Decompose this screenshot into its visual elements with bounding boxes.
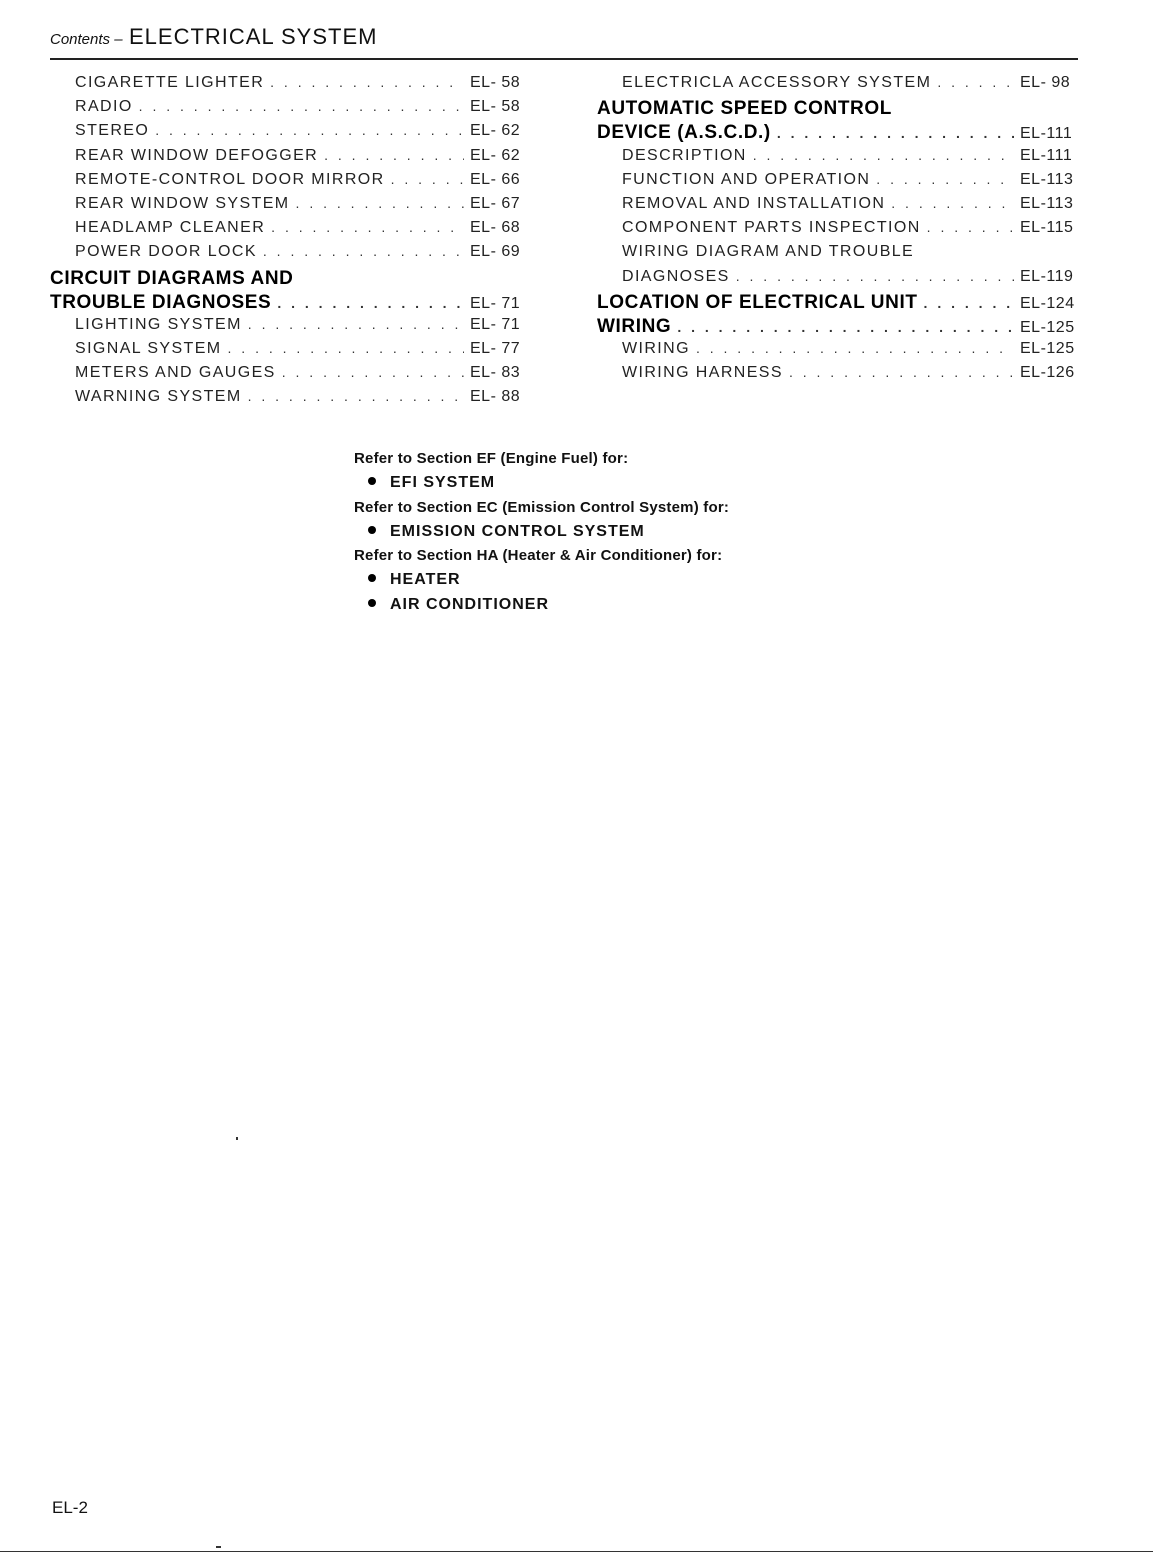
dot-leader (753, 147, 1014, 163)
toc-entry-page: EL- 71 (470, 315, 521, 333)
toc-entry-page: EL- 71 (470, 294, 521, 312)
toc-entry (597, 219, 1078, 243)
toc-entry (597, 292, 1078, 316)
dot-leader (155, 122, 464, 138)
toc-entry-page: EL- 58 (470, 98, 521, 116)
reference-item (354, 596, 729, 620)
toc-entry (597, 122, 1078, 146)
toc-entry (597, 364, 1078, 388)
bullet-icon (368, 574, 376, 582)
dot-leader (789, 364, 1014, 380)
dot-leader (271, 219, 464, 235)
toc-entry-label: REAR WINDOW SYSTEM (75, 194, 290, 212)
dot-leader (296, 195, 464, 211)
dot-leader (391, 171, 464, 187)
dot-leader (282, 364, 464, 380)
toc-entry (50, 219, 528, 243)
dot-leader (248, 316, 464, 332)
toc-entry-page: EL-113 (1020, 194, 1074, 212)
toc-entry-page: EL- 88 (470, 388, 521, 406)
toc-entry (50, 171, 528, 195)
toc-entry-page: EL-124 (1020, 294, 1075, 312)
toc-entry-label: WIRING (597, 315, 672, 337)
toc-entry-page: EL- 69 (470, 243, 521, 261)
toc-entry (597, 243, 1078, 267)
dot-leader (924, 295, 1014, 311)
toc-entry (597, 195, 1078, 219)
reference-line: Refer to Section HA (Heater & Air Conditioner) for: (354, 547, 723, 565)
toc-entry-label: DEVICE (A.S.C.D.) (597, 122, 771, 144)
toc-entry (50, 243, 528, 267)
dot-leader (696, 340, 1014, 356)
dot-leader (736, 268, 1014, 284)
dot-leader (277, 295, 464, 311)
toc-entry-page: EL-111 (1020, 146, 1073, 164)
bullet-icon (368, 526, 376, 534)
toc-entry-label: DESCRIPTION (622, 146, 747, 164)
reference-item (354, 523, 729, 547)
toc-entry-page: EL-111 (1020, 125, 1073, 143)
toc-entry (597, 340, 1078, 364)
toc-entry-page: EL- 68 (470, 219, 521, 237)
toc-entry-label: STEREO (75, 122, 150, 140)
dot-leader (248, 388, 464, 404)
page-number: EL-2 (52, 1498, 88, 1517)
toc-entry-label: HEADLAMP CLEANER (75, 219, 266, 237)
toc-left-column (50, 74, 528, 413)
toc-entry (50, 98, 528, 122)
toc-entry-page: EL- 83 (470, 364, 521, 382)
reference-item (354, 571, 729, 595)
reference-item-label: AIR CONDITIONER (390, 595, 549, 613)
reference-line: Refer to Section EC (Emission Control System) for: (354, 498, 730, 516)
dot-leader (677, 319, 1014, 335)
toc-entry-label: AUTOMATIC SPEED CONTROL (597, 98, 892, 120)
dot-leader (263, 243, 464, 259)
toc-entry-label: SIGNAL SYSTEM (75, 340, 222, 358)
toc-entry-page: EL- 77 (470, 340, 521, 358)
scan-speck (236, 1137, 238, 1140)
toc-entry-label: WIRING DIAGRAM AND TROUBLE (622, 243, 915, 261)
reference-item (354, 474, 729, 498)
scan-speck (216, 1546, 221, 1548)
toc-entry-page: EL- 62 (470, 122, 521, 140)
toc-entry (50, 364, 528, 388)
page-header (50, 24, 377, 50)
header-rule (50, 58, 1078, 60)
toc-entry-label: CIRCUIT DIAGRAMS AND (50, 267, 294, 289)
toc-entry (50, 74, 528, 98)
dot-leader (777, 125, 1014, 141)
toc-entry (50, 388, 528, 412)
toc-entry-page: EL- 67 (470, 194, 521, 212)
toc-entry (50, 195, 528, 219)
toc-entry-page: EL-115 (1020, 219, 1074, 237)
toc-entry-page: EL- 98 (1020, 74, 1071, 91)
toc-entry-page: EL-125 (1020, 340, 1075, 358)
toc-entry-label: REMOVAL AND INSTALLATION (622, 194, 886, 212)
toc-entry (597, 147, 1078, 171)
footer-rule (0, 1551, 1153, 1552)
dot-leader (927, 219, 1014, 235)
toc-entry-label: METERS AND GAUGES (75, 364, 276, 382)
toc-entry (597, 171, 1078, 195)
dot-leader (891, 195, 1014, 211)
toc-entry-label: REMOTE-CONTROL DOOR MIRROR (75, 170, 385, 188)
toc-entry-page: EL-113 (1020, 170, 1074, 188)
toc-entry (50, 340, 528, 364)
toc-entry (50, 147, 528, 171)
toc-entry-label: CIGARETTE LIGHTER (75, 74, 265, 91)
toc-entry-label: TROUBLE DIAGNOSES (50, 291, 272, 313)
toc-entry (50, 122, 528, 146)
reference-item-label: HEATER (390, 571, 461, 589)
dot-leader (139, 98, 464, 114)
toc-entry-label: WIRING (622, 340, 690, 358)
dot-leader (228, 340, 464, 356)
toc-entry-label: WARNING SYSTEM (75, 388, 242, 406)
toc-entry (597, 316, 1078, 340)
dot-leader (937, 74, 1014, 90)
dot-leader (270, 74, 464, 90)
dot-leader (324, 147, 464, 163)
bullet-icon (368, 599, 376, 607)
toc-entry-label: WIRING HARNESS (622, 364, 783, 382)
toc-entry-page: EL-126 (1020, 364, 1075, 382)
toc-entry-page: EL- 62 (470, 146, 521, 164)
reference-line: Refer to Section EF (Engine Fuel) for: (354, 450, 629, 467)
toc-entry-label: DIAGNOSES (622, 267, 730, 285)
toc-entry-label: FUNCTION AND OPERATION (622, 170, 871, 188)
toc-right-column (597, 74, 1078, 388)
dot-leader (876, 171, 1014, 187)
toc-entry-label: RADIO (75, 98, 133, 116)
toc-entry-page: EL- 58 (470, 74, 521, 91)
toc-entry-label: ELECTRICLA ACCESSORY SYSTEM (622, 74, 932, 91)
toc-entry (50, 268, 528, 292)
toc-entry-page: EL-119 (1020, 267, 1074, 285)
bullet-icon (368, 477, 376, 485)
toc-entry (597, 268, 1078, 292)
toc-entry-label: LOCATION OF ELECTRICAL UNIT (597, 291, 918, 313)
section-title: ELECTRICAL SYSTEM (129, 24, 378, 49)
toc-entry (50, 316, 528, 340)
contents-label: Contents – (50, 31, 123, 48)
toc-entry (597, 74, 1078, 98)
toc-entry (50, 292, 528, 316)
toc-entry-label: COMPONENT PARTS INSPECTION (622, 219, 921, 237)
toc-entry (597, 98, 1078, 122)
toc-entry-page: EL-125 (1020, 318, 1075, 336)
toc-entry-label: POWER DOOR LOCK (75, 243, 257, 261)
cross-references (354, 450, 729, 620)
reference-item-label: EMISSION CONTROL SYSTEM (390, 522, 645, 540)
toc-entry-label: REAR WINDOW DEFOGGER (75, 146, 319, 164)
reference-item-label: EFI SYSTEM (390, 474, 496, 492)
toc-entry-page: EL- 66 (470, 170, 521, 188)
toc-entry-label: LIGHTING SYSTEM (75, 315, 242, 333)
